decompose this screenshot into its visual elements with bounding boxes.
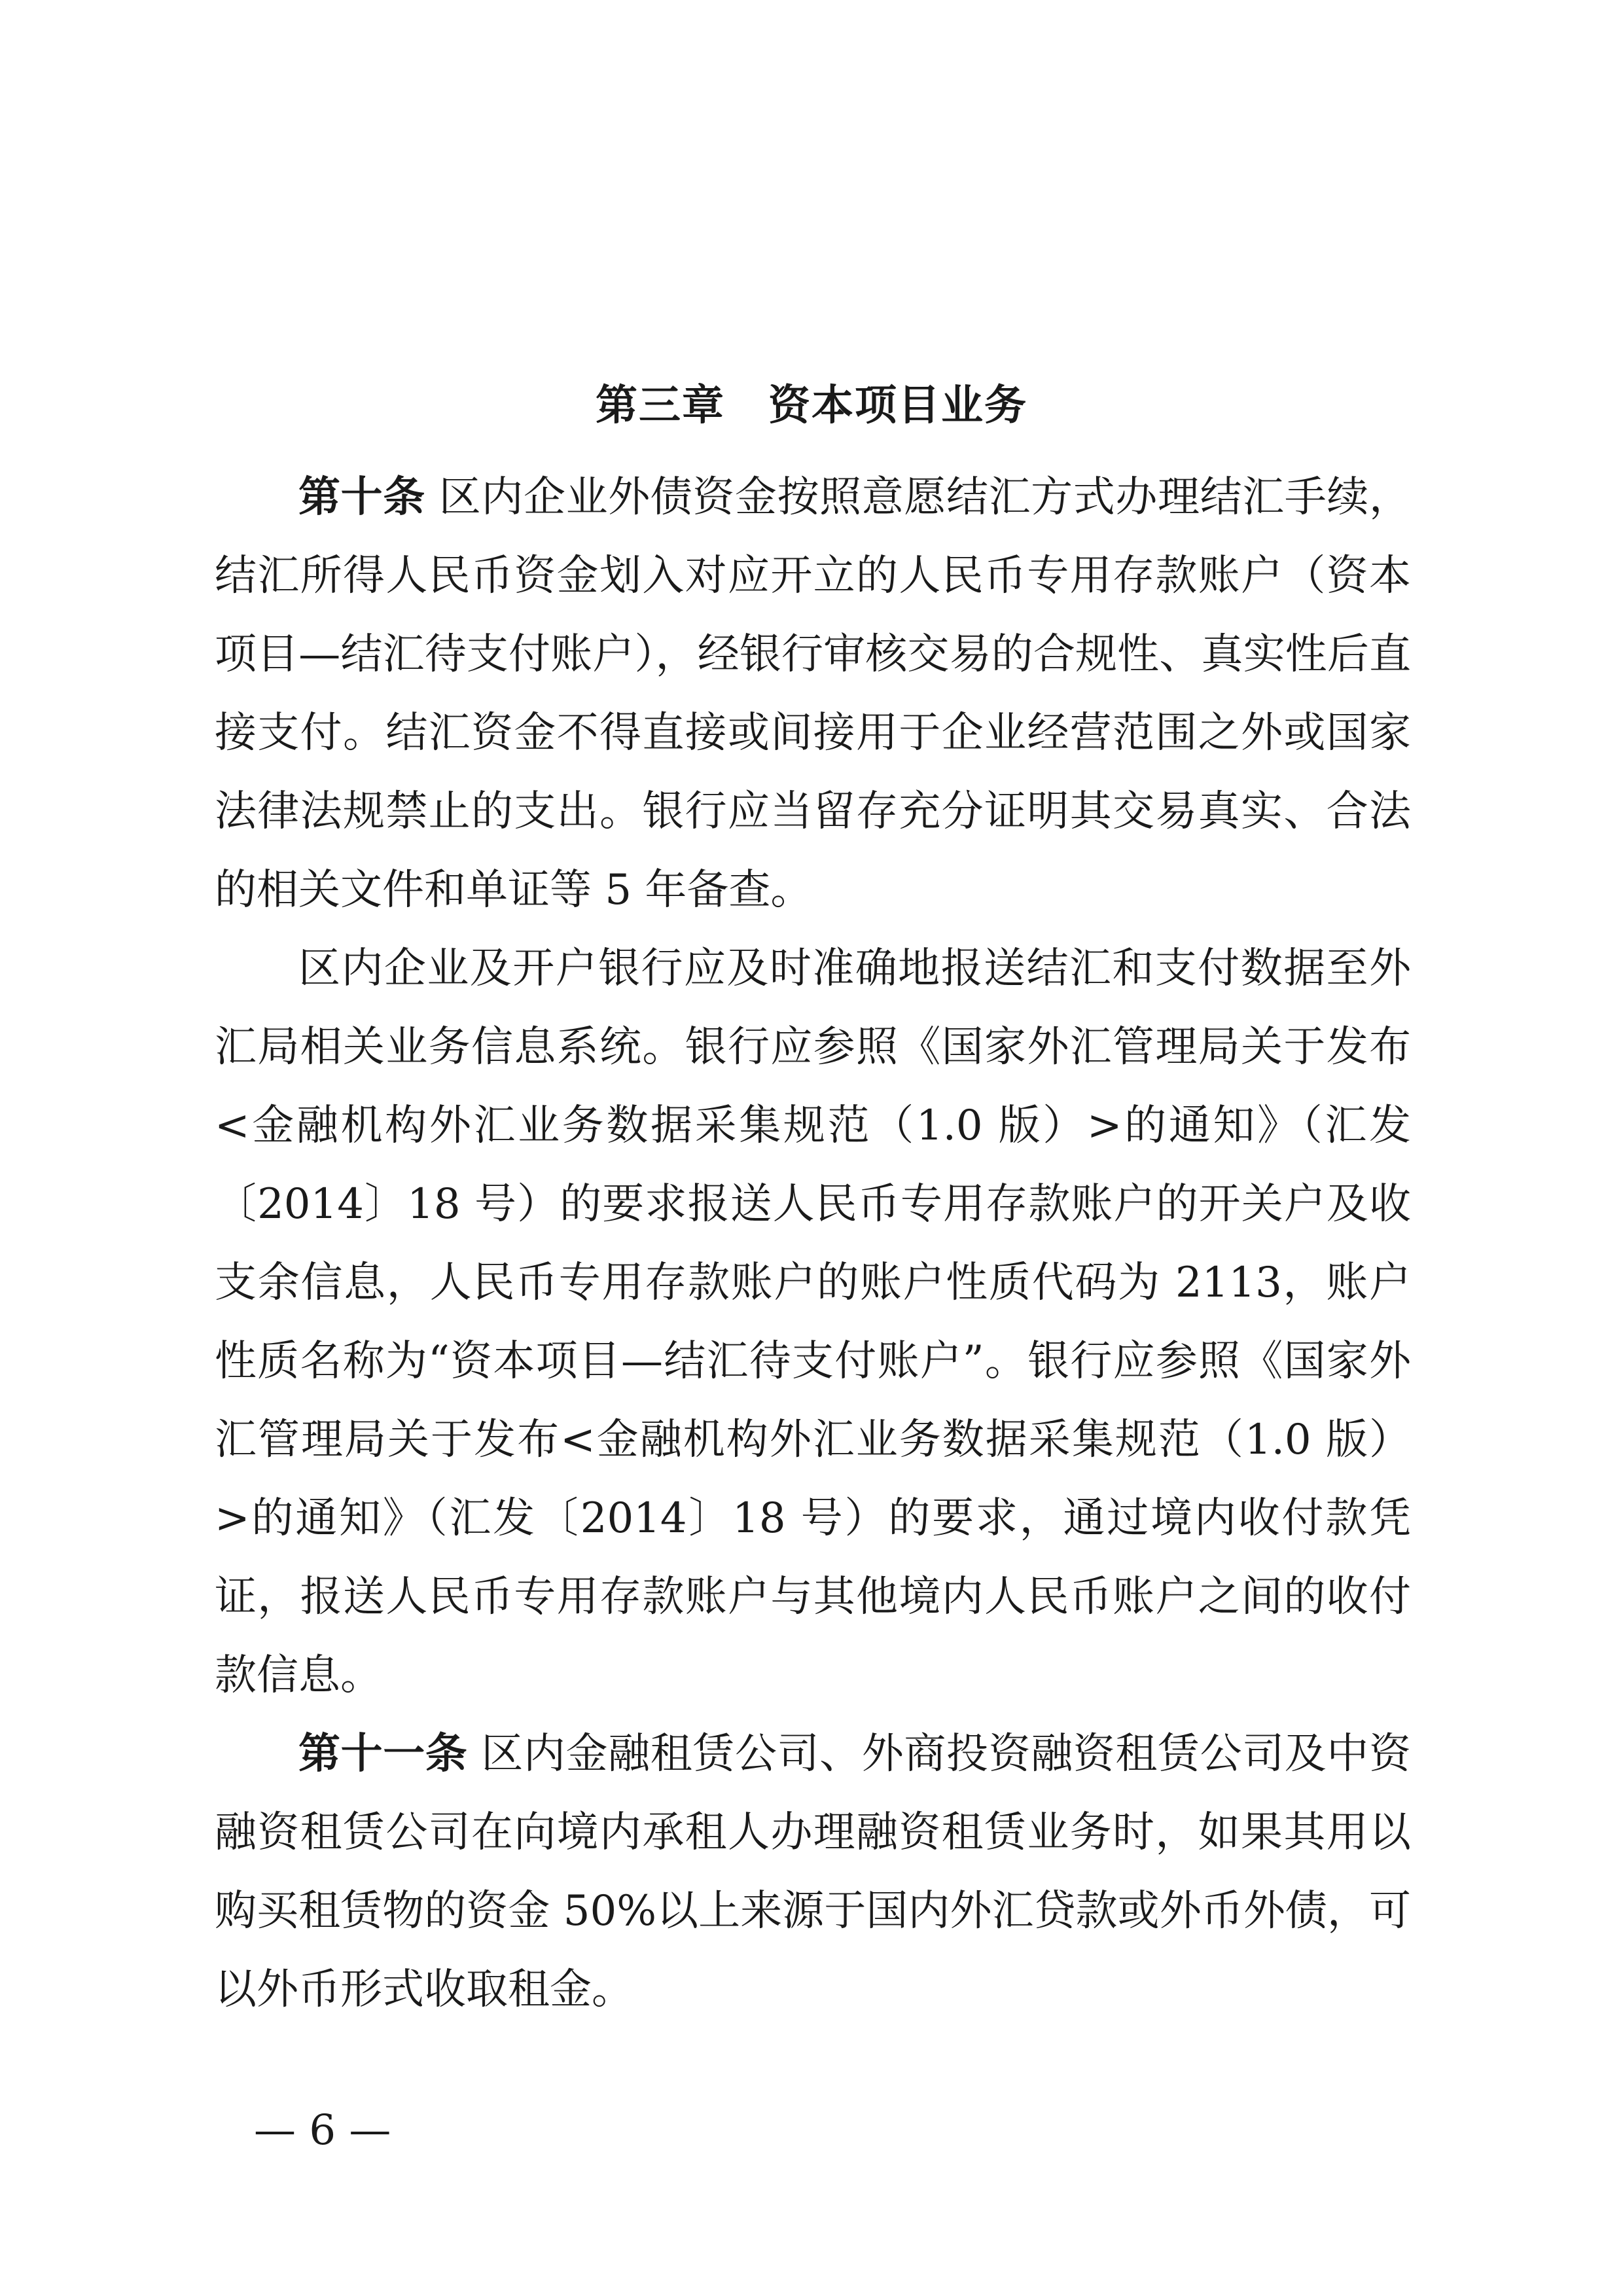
- article-text: 区内企业外债资金按照意愿结汇方式办理结汇手续，结汇所得人民币资金划入对应开立的人民币专用存款账户（资本项目—结汇待支付账户），经银行审核交易的合规性、真实性后直接支付。结汇资金不得直接或间接用于企业经营范围之外或国家法律法规禁止的支出。银行应当留存充分证明其交易真实、合法的相关文件和单证等 5 年备查。: [215, 473, 1412, 914]
- article-11-paragraph: [215, 1715, 1411, 2029]
- page-number: — 6 —: [254, 2106, 391, 2155]
- body-text: [215, 458, 1411, 2029]
- article-text: 区内金融租赁公司、外商投资融资租赁公司及中资融资租赁公司在向境内承租人办理融资租赁业务时，如果其用以购买租赁物的资金 50%以上来源于国内外汇贷款或外币外债，可以外币形式收取租金。: [215, 1730, 1412, 2014]
- paragraph-text: 区内企业及开户银行应及时准确地报送结汇和支付数据至外汇局相关业务信息系统。银行应参照《国家外汇管理局关于发布<金融机构外汇业务数据采集规范（1.0 版）>的通知》（汇发〔2014〕18 号）的要求报送人民币专用存款账户的开关户及收支余信息，人民币专用存款账户的账户性质代码为 2113，账户性质名称为“资本项目—结汇待支付账户”。银行应参照《国家外汇管理局关于发布<金融机构外汇业务数据采集规范（1.0 版）>的通知》（汇发〔2014〕18 号）的要求，通过境内收付款凭证，报送人民币专用存款账户与其他境内人民币账户之间的收付款信息。: [215, 944, 1411, 1700]
- chapter-title: 第三章 资本项目业务: [596, 382, 1027, 430]
- article-label: 第十条: [298, 473, 425, 522]
- reporting-paragraph: [215, 929, 1411, 1715]
- article-label: 第十一条: [298, 1730, 468, 1778]
- article-10-paragraph: [215, 458, 1411, 929]
